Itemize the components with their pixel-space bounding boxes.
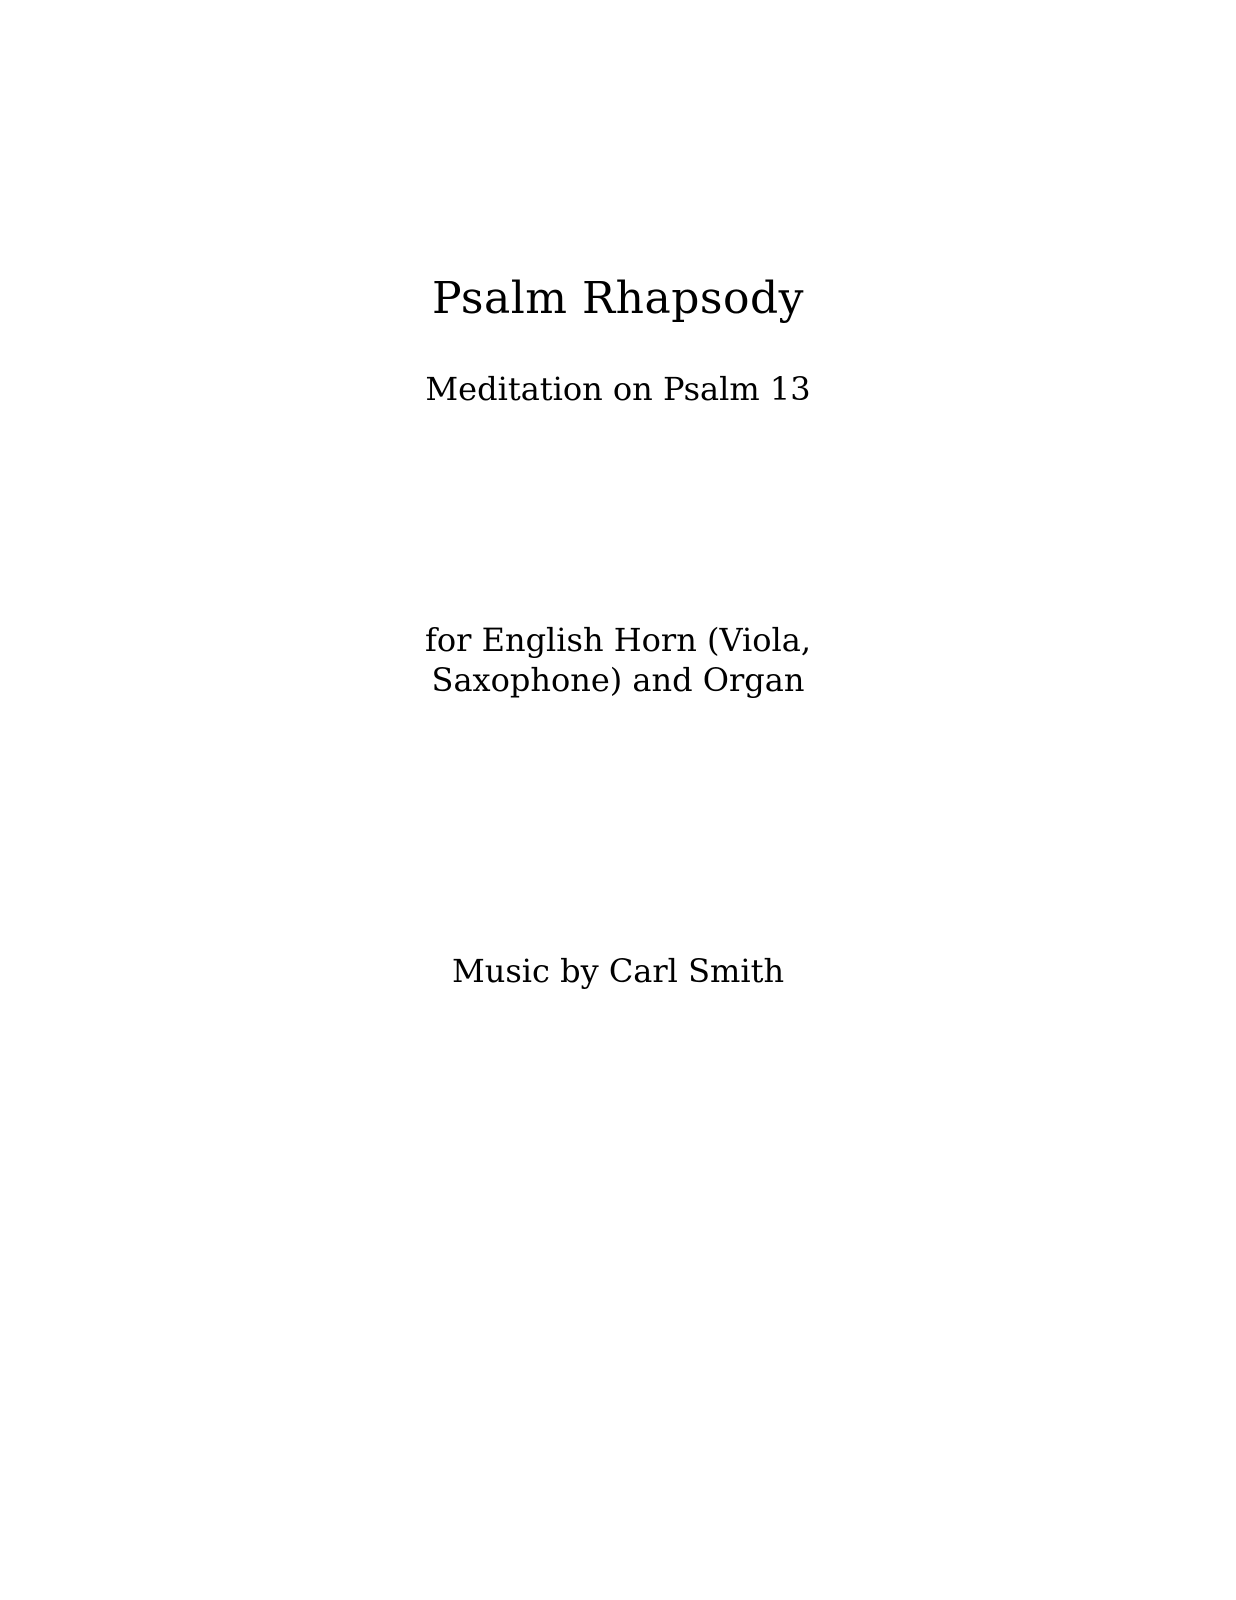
piece-title: Psalm Rhapsody — [432, 273, 804, 324]
instrumentation-line-2: Saxophone) and Organ — [431, 661, 805, 699]
composer-credit: Music by Carl Smith — [451, 952, 785, 990]
instrumentation-line-1: for English Horn (Viola, — [425, 621, 811, 659]
piece-subtitle: Meditation on Psalm 13 — [425, 370, 811, 408]
